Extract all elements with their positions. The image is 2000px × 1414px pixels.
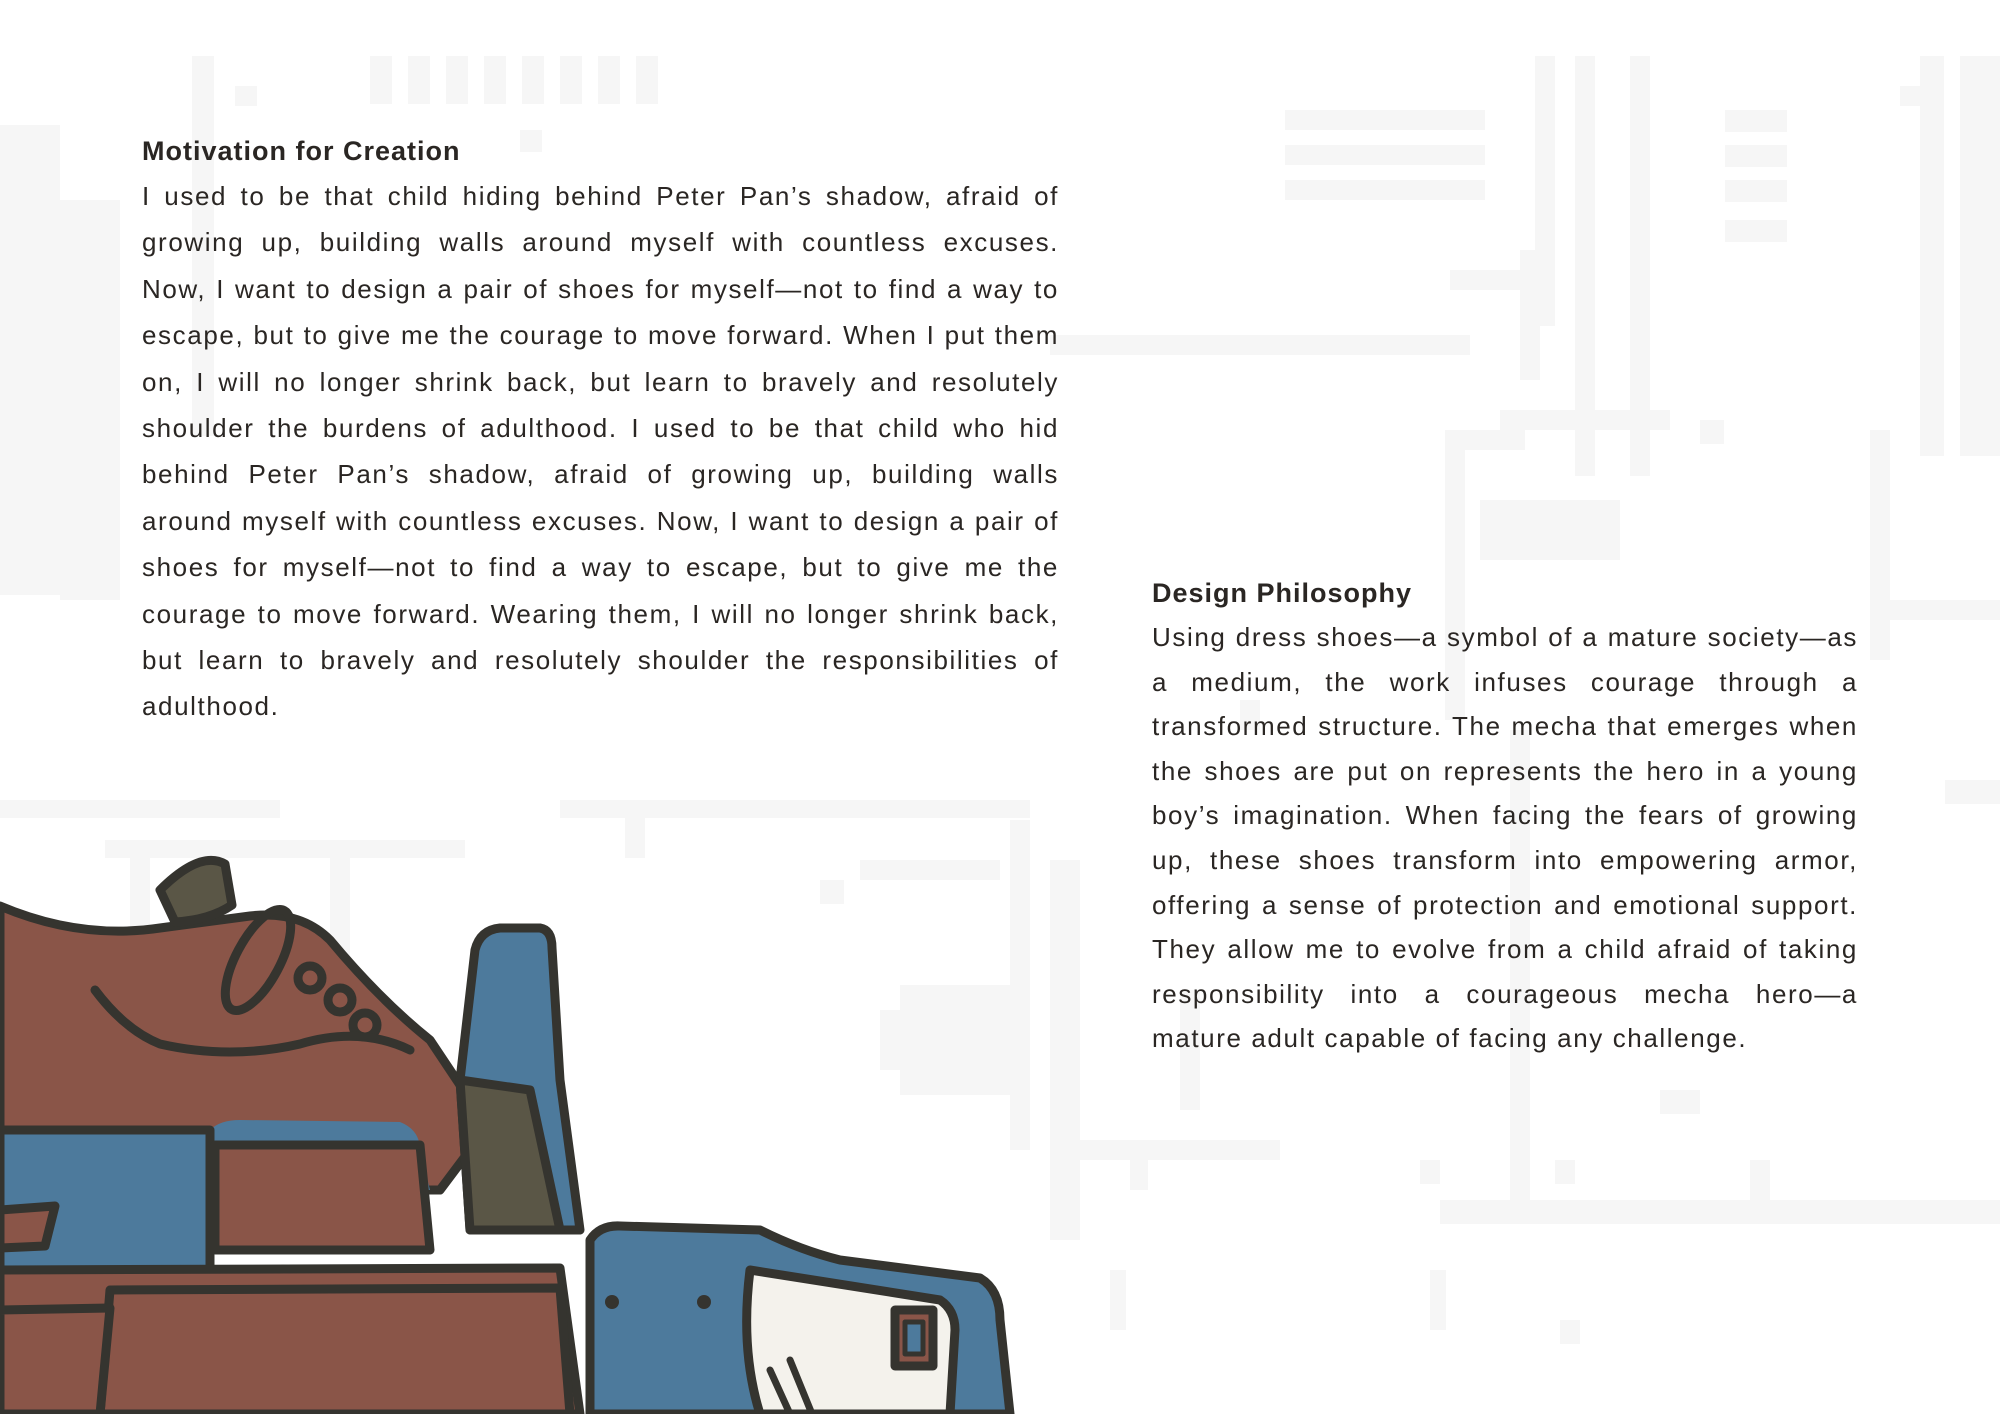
philosophy-section: [1152, 578, 1858, 1061]
motivation-section: [142, 136, 1059, 730]
philosophy-paragraph: Using dress shoes—a symbol of a mature society—as a medium, the work infuses courage through a transformed structure. The mecha that emerges when the shoes are put on represents the hero in a young boy’s imagination. When facing the fears of growing up, these shoes transform into empowering armor, offering a sense of protection and emotional support. They allow me to evolve from a child afraid of taking responsibility into a courageous mecha hero—a mature adult capable of facing any challenge.: [1152, 622, 1858, 1054]
philosophy-heading: Design Philosophy: [1152, 578, 1413, 608]
motivation-heading: Motivation for Creation: [142, 136, 461, 166]
shoe-mecha-illustration: [0, 830, 1030, 1414]
motivation-paragraph: I used to be that child hiding behind Peter Pan’s shadow, afraid of growing up, building walls around myself with countless excuses. Now, I want to design a pair of shoes for myself—not to find a way to escape, but to give me the courage to move forward. When I put them on, I will no longer shrink back, but learn to bravely and resolutely shoulder the burdens of adulthood. I used to be that child who hid behind Peter Pan’s shadow, afraid of growing up, building walls around myself with countless excuses. Now, I want to design a pair of shoes for myself—not to find a way to escape, but to give me the courage to move forward. Wearing them, I will no longer shrink back, but learn to bravely and resolutely shoulder the responsibilities of adulthood.: [142, 181, 1059, 722]
